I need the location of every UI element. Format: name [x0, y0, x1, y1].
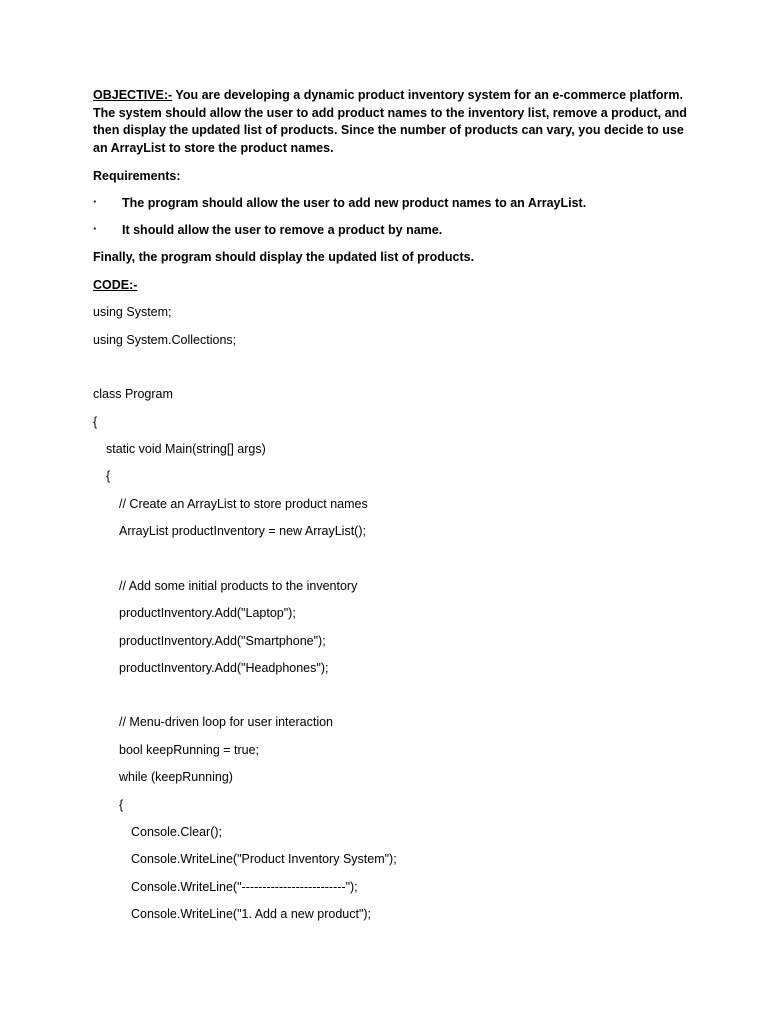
code-line: Console.WriteLine("Product Inventory System"); — [131, 852, 397, 866]
code-line: { — [106, 469, 111, 483]
code-line: ArrayList productInventory = new ArrayList(); — [119, 524, 366, 538]
code-line: class Program — [93, 387, 173, 401]
requirements-heading: Requirements: — [93, 169, 181, 183]
requirement-item: The program should allow the user to add new product names to an ArrayList. — [122, 196, 587, 210]
requirement-item: It should allow the user to remove a product by name. — [122, 223, 443, 237]
bullet-symbol: · — [93, 222, 98, 236]
code-line: using System.Collections; — [93, 333, 237, 347]
code-line: // Add some initial products to the inventory — [119, 579, 358, 593]
code-line: { — [93, 415, 98, 429]
code-line: while (keepRunning) — [119, 770, 233, 784]
code-line: { — [119, 798, 124, 812]
code-line: using System; — [93, 305, 172, 319]
objective-label: OBJECTIVE:- — [93, 88, 173, 102]
code-line: productInventory.Add("Headphones"); — [119, 661, 329, 675]
objective-paragraph — [93, 87, 693, 157]
code-line: Console.WriteLine("1. Add a new product"); — [131, 907, 372, 921]
code-line: Console.WriteLine("-------------------------"); — [131, 880, 358, 894]
code-line: // Menu-driven loop for user interaction — [119, 715, 333, 729]
objective-text: You are developing a dynamic product inventory system for an e-commerce platform. The system should allow the user to add product names to the inventory list, remove a product, and then display the updated list of products. Since the number of products can vary, you decide to use an ArrayList to store the product names. — [93, 88, 687, 155]
code-line: Console.Clear(); — [131, 825, 223, 839]
requirements-closing: Finally, the program should display the updated list of products. — [93, 250, 475, 264]
code-line: static void Main(string[] args) — [106, 442, 266, 456]
code-line: bool keepRunning = true; — [119, 743, 260, 757]
code-line: productInventory.Add("Laptop"); — [119, 606, 296, 620]
bullet-symbol: · — [93, 195, 98, 209]
code-heading: CODE:- — [93, 278, 138, 292]
code-line: productInventory.Add("Smartphone"); — [119, 634, 326, 648]
code-line: // Create an ArrayList to store product names — [119, 497, 368, 511]
